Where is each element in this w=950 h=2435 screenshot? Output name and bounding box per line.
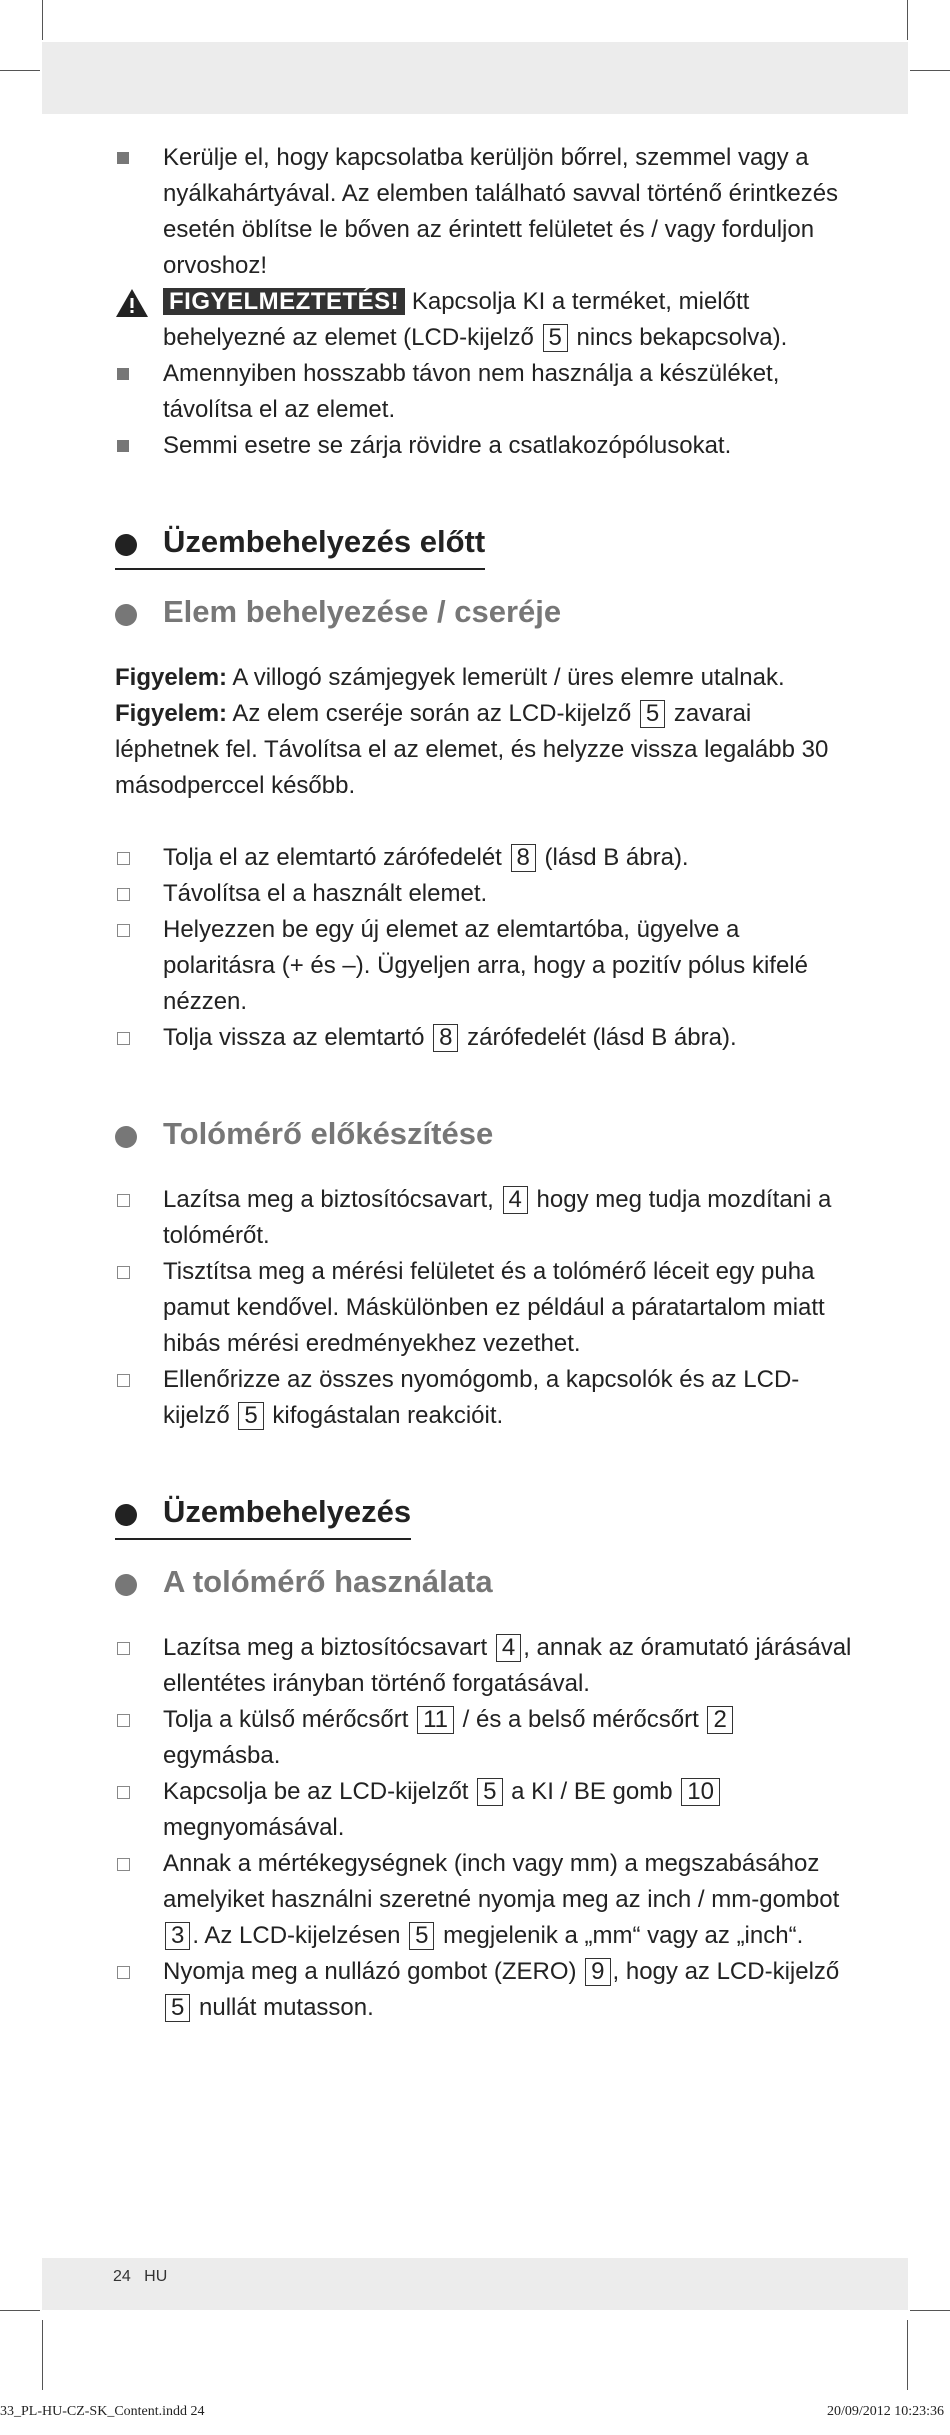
checkbox-bullet-icon <box>117 924 130 937</box>
ref-number: 8 <box>433 1024 458 1052</box>
heading-bullet-icon <box>115 1504 137 1526</box>
note-paragraph: Figyelem: A villogó számjegyek lemerült / üres elemre utalnak. <box>115 664 785 691</box>
ref-number: 4 <box>496 1634 521 1662</box>
warning-note: FIGYELMEZTETÉS! Kapcsolja KI a terméket, mielőtt behelyezné az elemet (LCD-kijelző 5 nincs bekapcsolva). <box>115 284 855 356</box>
list-item: Ellenőrizze az összes nyomógomb, a kapcsolók és az LCD-kijelző 5 kifogástalan reakcióit. <box>115 1362 855 1434</box>
ref-number: 10 <box>681 1778 720 1806</box>
subsection-heading: A tolómérő használata <box>115 1564 855 1600</box>
subsection-heading: Tolómérő előkészítése <box>115 1116 855 1152</box>
ref-number: 5 <box>238 1402 263 1430</box>
warning-triangle-icon <box>115 288 149 318</box>
checkbox-bullet-icon <box>117 1786 130 1799</box>
footer-band <box>42 2258 908 2310</box>
checkbox-bullet-icon <box>117 1858 130 1871</box>
square-bullet-icon <box>117 368 129 380</box>
section-heading: Üzembehelyezés <box>115 1494 411 1540</box>
ref-number: 2 <box>707 1706 732 1734</box>
crop-mark <box>0 2310 40 2311</box>
list-item: Helyezzen be egy új elemet az elemtartóba, ügyelve a polaritásra (+ és –). Ügyeljen arra, hogy a pozitív pólus kifelé nézzen. <box>115 912 855 1020</box>
list-item: Távolítsa el a használt elemet. <box>115 876 855 912</box>
heading-bullet-icon <box>115 1126 137 1148</box>
header-band <box>42 42 908 114</box>
slug-filename: 33_PL-HU-CZ-SK_Content.indd 24 <box>0 2404 205 2419</box>
heading-bullet-icon <box>115 1574 137 1596</box>
crop-mark <box>907 2320 908 2390</box>
page-number: 24 <box>113 2268 131 2285</box>
ref-number: 11 <box>417 1706 454 1734</box>
crop-mark <box>907 0 908 40</box>
ref-number: 3 <box>165 1922 190 1950</box>
checkbox-bullet-icon <box>117 1194 130 1207</box>
heading-bullet-icon <box>115 534 137 556</box>
ref-number: 4 <box>503 1186 528 1214</box>
ref-number: 9 <box>585 1958 610 1986</box>
crop-mark <box>0 70 40 71</box>
slug-timestamp: 20/09/2012 10:23:36 <box>826 2404 944 2419</box>
crop-mark <box>910 70 950 71</box>
subsection-heading: Elem behelyezése / cseréje <box>115 594 855 630</box>
warning-label: FIGYELMEZTETÉS! <box>163 288 405 315</box>
list-item: Lazítsa meg a biztosítócsavart 4 , annak az óramutató járásával ellentétes irányban történő forgatásával. <box>115 1630 855 1702</box>
checkbox-bullet-icon <box>117 1966 130 1979</box>
checkbox-bullet-icon <box>117 1642 130 1655</box>
heading-bullet-icon <box>115 604 137 626</box>
checkbox-bullet-icon <box>117 1374 130 1387</box>
checkbox-bullet-icon <box>117 888 130 901</box>
page-content <box>115 140 855 2026</box>
list-item: Tolja vissza az elemtartó 8 zárófedelét (lásd B ábra). <box>115 1020 855 1056</box>
crop-mark <box>42 0 43 40</box>
crop-mark <box>910 2310 950 2311</box>
checkbox-bullet-icon <box>117 852 130 865</box>
list-item: Kapcsolja be az LCD-kijelzőt 5 a KI / BE gomb 10 megnyomásával. <box>115 1774 855 1846</box>
list-item: Kerülje el, hogy kapcsolatba kerüljön bőrrel, szemmel vagy a nyálkahártyával. Az elemben található savval történő érintkezés esetén öblítse le bőven az érintett felületet és / vagy forduljon orvoshoz! <box>115 140 855 284</box>
list-item: Tolja el az elemtartó zárófedelét 8 (lásd B ábra). <box>115 840 855 876</box>
language-code: HU <box>144 2268 168 2285</box>
note-paragraph: Figyelem: Az elem cseréje során az LCD-kijelző 5 zavarai léphetnek fel. Távolítsa el az elemet, és helyzze vissza legalább 30 másodperccel később. <box>115 700 829 799</box>
ref-number: 5 <box>165 1994 190 2022</box>
list-item: Nyomja meg a nullázó gombot (ZERO) 9 , hogy az LCD-kijelző 5 nullát mutasson. <box>115 1954 855 2026</box>
section-heading: Üzembehelyezés előtt <box>115 524 485 570</box>
list-item: Amennyiben hosszabb távon nem használja a készüléket, távolítsa el az elemet. <box>115 356 855 428</box>
list-item: Lazítsa meg a biztosítócsavart, 4 hogy meg tudja mozdítani a tolómérőt. <box>115 1182 855 1254</box>
checkbox-bullet-icon <box>117 1714 130 1727</box>
ref-number: 8 <box>511 844 536 872</box>
ref-number: 5 <box>543 324 568 352</box>
square-bullet-icon <box>117 440 129 452</box>
checkbox-bullet-icon <box>117 1266 130 1279</box>
square-bullet-icon <box>117 152 129 164</box>
ref-number: 5 <box>409 1922 434 1950</box>
checkbox-bullet-icon <box>117 1032 130 1045</box>
list-item: Tisztítsa meg a mérési felületet és a tolómérő léceit egy puha pamut kendővel. Máskülönben ez például a páratartalom miatt hibás mérési eredményekhez vezethet. <box>115 1254 855 1362</box>
list-item: Tolja a külső mérőcsőrt 11 / és a belső mérőcsőrt 2 egymásba. <box>115 1702 855 1774</box>
page-footer <box>113 2268 167 2286</box>
list-item: Semmi esetre se zárja rövidre a csatlakozópólusokat. <box>115 428 855 464</box>
crop-mark <box>42 2320 43 2390</box>
list-item: Annak a mértékegységnek (inch vagy mm) a megszabásához amelyiket használni szeretné nyomja meg az inch / mm-gombot 3 . Az LCD-kijelzésen 5 megjelenik a „mm“ vagy az „inch“. <box>115 1846 855 1954</box>
ref-number: 5 <box>477 1778 502 1806</box>
ref-number: 5 <box>640 700 665 728</box>
